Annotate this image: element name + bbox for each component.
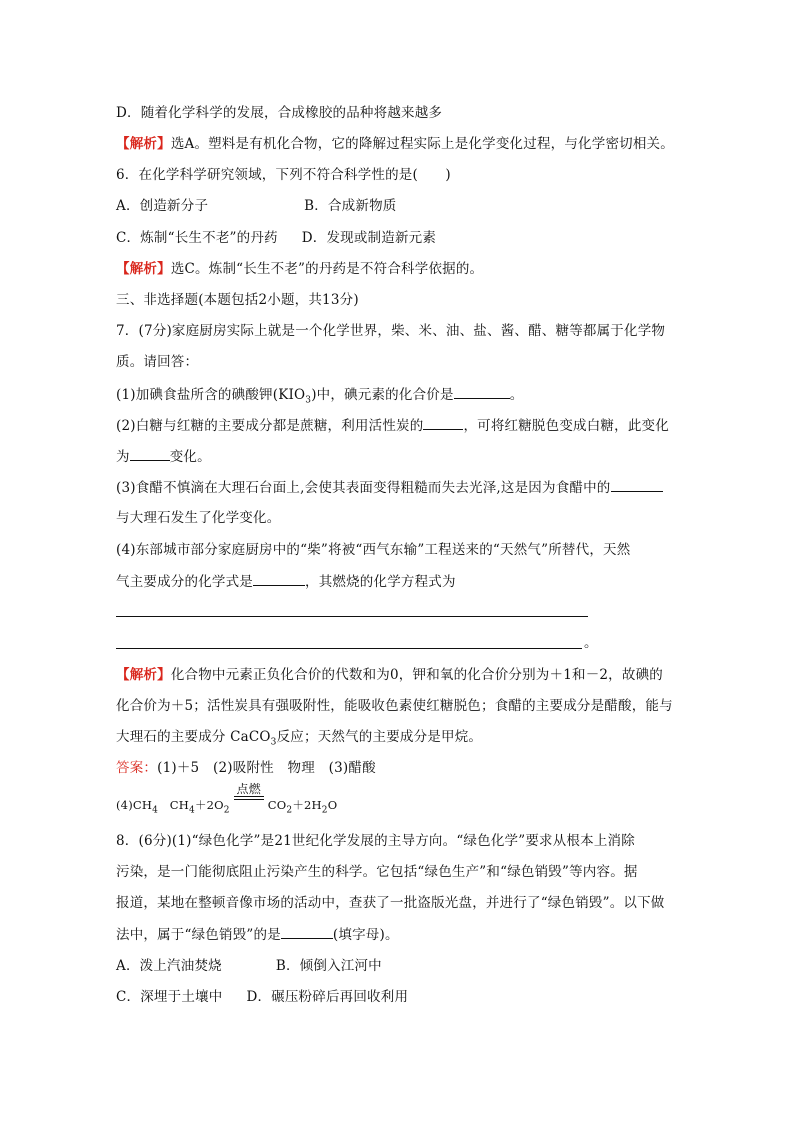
q6-options-cd bbox=[116, 229, 436, 247]
analysis-tag: 【解析】 bbox=[116, 136, 171, 152]
q6-analysis-text: 选C。炼制“长生不老”的丹药是不符合科学依据的。 bbox=[170, 261, 484, 277]
q7-analysis-line1 bbox=[116, 666, 663, 684]
answer-line[interactable] bbox=[116, 648, 582, 649]
equals-bar bbox=[234, 799, 264, 800]
q7-p1-end: 。 bbox=[509, 387, 524, 403]
q7-answer-line1 bbox=[116, 759, 376, 777]
q8-line1 bbox=[116, 832, 635, 850]
q7-p3-text-b: 与大理石发生了化学变化。 bbox=[116, 510, 281, 526]
q6-options-ab bbox=[116, 197, 396, 215]
answer-blank[interactable] bbox=[253, 572, 305, 586]
q7-part3-line1 bbox=[116, 478, 663, 497]
q6-stem-text: 6．在化学科学研究领域，下列不符合科学性的是( ) bbox=[116, 167, 451, 183]
q7-part2-line2 bbox=[116, 447, 211, 466]
q6-analysis bbox=[116, 260, 483, 278]
reaction-condition-label: 点燃 bbox=[236, 782, 261, 796]
q7-part4-line2 bbox=[116, 572, 456, 591]
q7-p4-text-b: 气主要成分的化学式是 bbox=[116, 574, 253, 590]
q8-line1-text: 8．(6分)(1)“绿色化学”是21世纪化学发展的主导方向。“绿色化学”要求从根本上消除 bbox=[116, 833, 635, 849]
q8-line4-text-b: (填字母)。 bbox=[332, 927, 399, 943]
q6-option-b: B．合成新物质 bbox=[304, 198, 397, 214]
answer-blank[interactable] bbox=[423, 416, 463, 430]
eq-text: ＋2H bbox=[292, 798, 322, 812]
q7-part3-line2 bbox=[116, 509, 280, 527]
q7-p1-text-a: (1)加碘食盐所含的碘酸钾(KIO bbox=[116, 387, 306, 403]
q6-option-d: D．发现或制造新元素 bbox=[301, 230, 437, 246]
q7-analysis-line3-text-b: 反应；天然气的主要成分是甲烷。 bbox=[276, 729, 483, 745]
q7-p4-text-a: (4)东部城市部分家庭厨房中的“柴”将被“西气东输”工程送来的“天然气”所替代，天然 bbox=[116, 542, 631, 558]
subscript: 3 bbox=[305, 395, 312, 406]
q8-line3 bbox=[116, 894, 665, 912]
subscript: 2 bbox=[321, 805, 328, 816]
eq-text: O bbox=[327, 798, 338, 812]
eq-text: CO bbox=[267, 798, 287, 812]
q7-part1 bbox=[116, 385, 523, 410]
reaction-condition-arrow bbox=[234, 782, 264, 814]
q7-p2-text-d: 变化。 bbox=[169, 449, 211, 465]
q7-p2-text-a: (2)白糖与红糖的主要成分都是蔗糖，利用活性炭的 bbox=[116, 418, 424, 434]
q7-analysis-line2-text: 化合价为＋5；活性炭具有强吸附性，能吸收色素使红糖脱色；食醋的主要成分是醋酸，能与 bbox=[116, 698, 673, 714]
analysis-tag: 【解析】 bbox=[116, 261, 171, 277]
answer-blank[interactable] bbox=[454, 385, 510, 399]
q7-part4-line1 bbox=[116, 541, 630, 559]
q7-stem-line2-text: 质。请回答： bbox=[116, 354, 199, 370]
q6-option-a: A．创造新分子 bbox=[116, 198, 209, 214]
q5-analysis bbox=[116, 135, 674, 153]
q6-option-c: C．炼制“长生不老”的丹药 bbox=[116, 230, 278, 246]
analysis-tag: 【解析】 bbox=[116, 667, 171, 683]
q8-options-ab bbox=[116, 957, 382, 975]
q8-line4 bbox=[116, 925, 399, 944]
q8-option-b: B．倾倒入江河中 bbox=[275, 958, 382, 974]
q8-options-cd bbox=[116, 988, 408, 1006]
answer-blank[interactable] bbox=[130, 447, 170, 461]
answer-line[interactable] bbox=[116, 616, 588, 617]
eq-text: (4)CH bbox=[116, 798, 153, 812]
q8-line3-text: 报道，某地在整顿音像市场的活动中，查获了一批盗版光盘，并进行了“绿色销毁”。以下做 bbox=[116, 895, 665, 911]
q8-line2-text: 污染，是一门能彻底阻止污染产生的科学。它包括“绿色生产”和“绿色销毁”等内容。据 bbox=[116, 864, 638, 880]
q7-stem-line1 bbox=[116, 322, 665, 340]
q5-option-d bbox=[116, 104, 442, 122]
q7-p2-text-c: 为 bbox=[116, 449, 130, 465]
q7-answer-line1-text: (1)＋5 (2)吸附性 物理 (3)醋酸 bbox=[157, 760, 376, 776]
q7-p4-end-text: 。 bbox=[584, 635, 598, 651]
q5-option-d-text: D．随着化学科学的发展，合成橡胶的品种将越来越多 bbox=[116, 105, 443, 121]
q8-line4-text-a: 法中，属于“绿色销毁”的是 bbox=[116, 927, 281, 943]
q8-line2 bbox=[116, 863, 638, 881]
subscript: 3 bbox=[270, 737, 277, 748]
q8-option-d: D．碾压粉碎后再回收利用 bbox=[246, 989, 409, 1005]
answer-blank[interactable] bbox=[281, 925, 333, 939]
q7-p4-text-c: ，其燃烧的化学方程式为 bbox=[305, 574, 456, 590]
q7-stem-line1-text: 7．(7分)家庭厨房实际上就是一个化学世界，柴、米、油、盐、酱、醋、糖等都属于化学物 bbox=[116, 323, 666, 339]
eq-text: ＋2O bbox=[194, 798, 224, 812]
section-heading bbox=[116, 291, 359, 309]
answer-blank[interactable] bbox=[611, 478, 663, 492]
q8-option-a: A．泼上汽油焚烧 bbox=[116, 958, 222, 974]
eq-text: CH bbox=[158, 798, 189, 812]
subscript: 4 bbox=[152, 805, 159, 816]
q7-part2-line1 bbox=[116, 416, 669, 435]
answer-tag: 答案： bbox=[116, 760, 158, 776]
q7-answer-equation bbox=[116, 782, 338, 819]
q7-analysis-line3-text-a: 大理石的主要成分 CaCO bbox=[116, 729, 271, 745]
section-heading-text: 三、非选择题(本题包括2小题，共13分) bbox=[116, 292, 359, 308]
q6-stem bbox=[116, 166, 451, 184]
subscript: 2 bbox=[286, 805, 293, 816]
equals-bar bbox=[234, 796, 264, 797]
q7-p1-text-b: )中，碘元素的化合价是 bbox=[311, 387, 454, 403]
q7-p3-text-a: (3)食醋不慎滴在大理石台面上,会使其表面变得粗糙而失去光泽,这是因为食醋中的 bbox=[116, 480, 611, 496]
q7-p2-text-b: ，可将红糖脱色变成白糖，此变化 bbox=[463, 418, 669, 434]
subscript: 4 bbox=[189, 805, 195, 816]
q7-analysis-line3 bbox=[116, 728, 482, 752]
q5-analysis-text: 选A。塑料是有机化合物，它的降解过程实际上是化学变化过程，与化学密切相关。 bbox=[170, 136, 674, 152]
q7-p4-end bbox=[584, 634, 598, 652]
q8-option-c: C．深埋于土壤中 bbox=[116, 989, 223, 1005]
q7-analysis-line1-text: 化合物中元素正负化合价的代数和为0，钾和氧的化合价分别为＋1和－2，故碘的 bbox=[170, 667, 663, 683]
q7-stem-line2 bbox=[116, 353, 198, 371]
subscript: 2 bbox=[223, 805, 230, 816]
q7-analysis-line2 bbox=[116, 697, 673, 715]
